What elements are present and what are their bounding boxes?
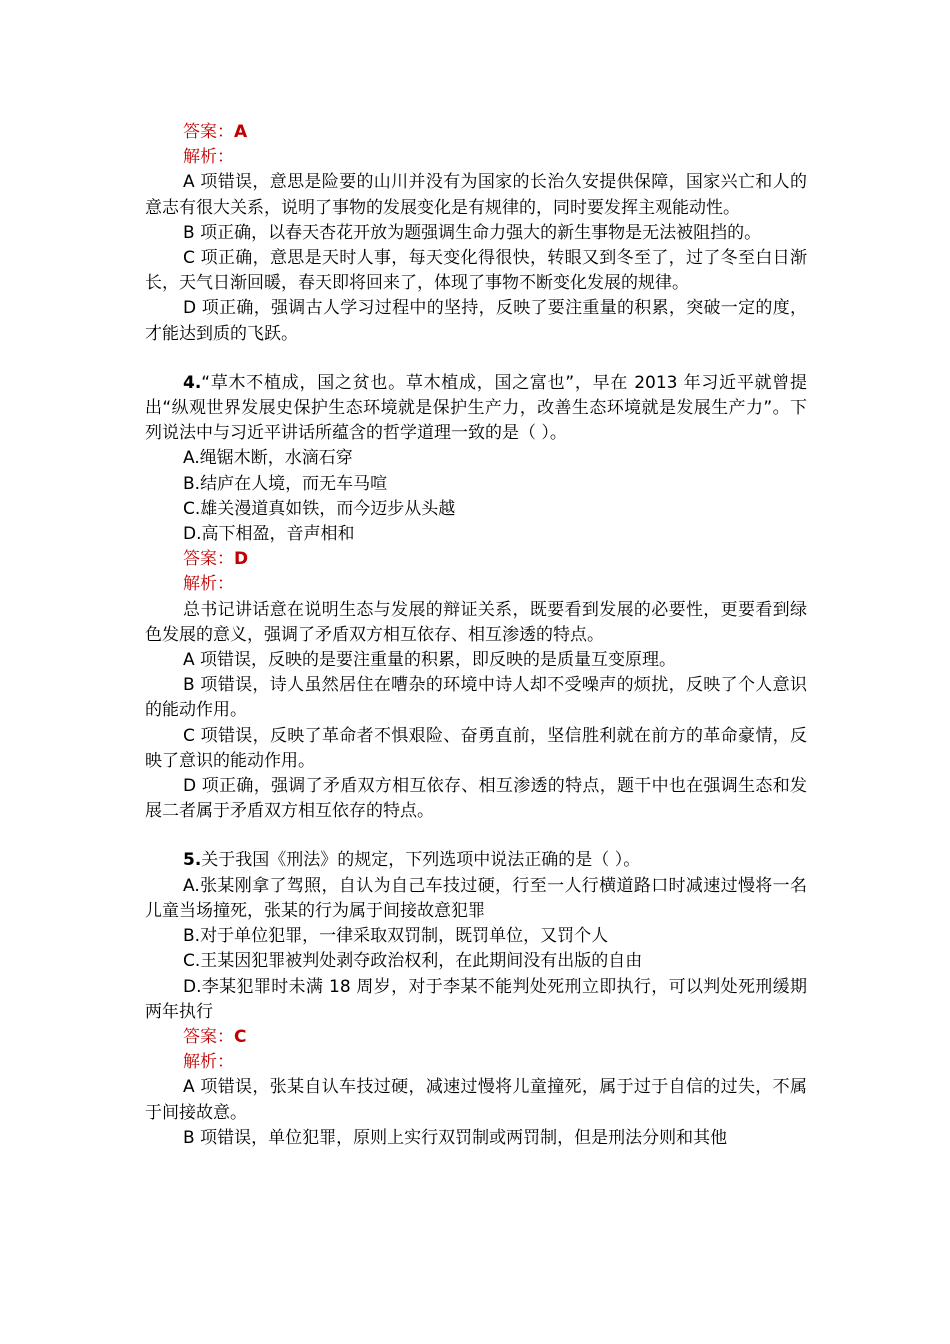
answer-label: 答案：: [183, 1026, 234, 1047]
option-c: C.雄关漫道真如铁，而今迈步从头越: [183, 498, 456, 519]
option-c: C.王某因犯罪被判处剥夺政治权利，在此期间没有出版的自由: [183, 951, 643, 972]
answer-value: A: [234, 122, 248, 142]
question-5-stem: [145, 848, 807, 873]
answer-line: [145, 120, 807, 145]
analysis-paragraph: C 项正确，意思是天时人事，每天变化得很快，转眼又到冬至了，过了冬至白日渐长，天气日渐回暖，春天即将回来了，体现了事物不断变化发展的规律。: [145, 248, 807, 294]
analysis-paragraph: B 项错误，单位犯罪，原则上实行双罚制或两罚制，但是刑法分则和其他: [183, 1127, 728, 1148]
analysis-paragraph: D 项正确，强调了矛盾双方相互依存、相互渗透的特点，题干中也在强调生态和发展二者属于矛盾双方相互依存的特点。: [145, 776, 807, 822]
analysis-paragraph: A 项错误，反映的是要注重量的积累，即反映的是质量互变原理。: [183, 650, 677, 671]
question-text: 关于我国《刑法》的规定，下列选项中说法正确的是（ ）。: [201, 850, 641, 871]
answer-value: D: [234, 549, 249, 570]
analysis-paragraph: A 项错误，意思是险要的山川并没有为国家的长治久安提供保障，国家兴亡和人的意志有很大关系，说明了事物的发展变化是有规律的，同时要发挥主观能动性。: [145, 172, 807, 218]
answer-line: [145, 1025, 807, 1050]
analysis-heading: [145, 145, 807, 170]
question-number: 5.: [183, 850, 202, 871]
option-d: D.高下相盈，音声相和: [183, 524, 355, 545]
spacer: [145, 824, 807, 848]
option-d: D.李某犯罪时未满 18 周岁，对于李某不能判处死刑立即执行，可以判处死刑缓期两年执行: [145, 976, 807, 1022]
analysis-label: 解析：: [183, 1052, 234, 1073]
answer-label: 答案：: [183, 549, 234, 570]
option-a: A.张某刚拿了驾照，自认为自己车技过硬，行至一人行横道路口时减速过慢将一名儿童当场撞死，张某的行为属于间接故意犯罪: [145, 875, 807, 921]
option-b: B.结庐在人境，而无车马喧: [183, 473, 388, 494]
analysis-heading: [145, 572, 807, 597]
answer-value: C: [234, 1026, 247, 1047]
analysis-paragraph: 总书记讲话意在说明生态与发展的辩证关系，既要看到发展的必要性，更要看到绿色发展的意义，强调了矛盾双方相互依存、相互渗透的特点。: [145, 599, 807, 645]
answer-line: [145, 547, 807, 572]
option-b: B.对于单位犯罪，一律采取双罚制，既罚单位，又罚个人: [183, 926, 609, 947]
option-a: A.绳锯木断，水滴石穿: [183, 448, 353, 469]
analysis-label: 解析：: [183, 574, 234, 595]
question-text: “草木不植成，国之贫也。草木植成，国之富也”，早在 2013 年习近平就曾提出“纵观世界发展史保护生态环境就是保护生产力，改善生态环境就是发展生产力”。下列说法中与习近平讲话所蕴含的哲学道理一致的是（ ）。: [145, 372, 807, 444]
analysis-paragraph: D 项正确，强调古人学习过程中的坚持，反映了要注重量的积累，突破一定的度，才能达到质的飞跃。: [145, 298, 807, 344]
analysis-paragraph: B 项正确，以春天杏花开放为题强调生命力强大的新生事物是无法被阻挡的。: [183, 222, 762, 243]
analysis-paragraph: B 项错误，诗人虽然居住在嘈杂的环境中诗人却不受噪声的烦扰，反映了个人意识的能动作用。: [145, 675, 807, 721]
answer-label: 答案：: [183, 122, 234, 142]
question-4-stem: [145, 371, 807, 447]
analysis-label: 解析：: [183, 147, 234, 168]
document-page: [145, 120, 807, 1151]
analysis-heading: [145, 1050, 807, 1075]
spacer: [145, 347, 807, 371]
analysis-paragraph: A 项错误，张某自认车技过硬，减速过慢将儿童撞死，属于过于自信的过失，不属于间接故意。: [145, 1077, 807, 1123]
analysis-paragraph: C 项错误，反映了革命者不惧艰险、奋勇直前，坚信胜利就在前方的革命豪情，反映了意识的能动作用。: [145, 725, 807, 771]
question-number: 4.: [183, 372, 202, 393]
